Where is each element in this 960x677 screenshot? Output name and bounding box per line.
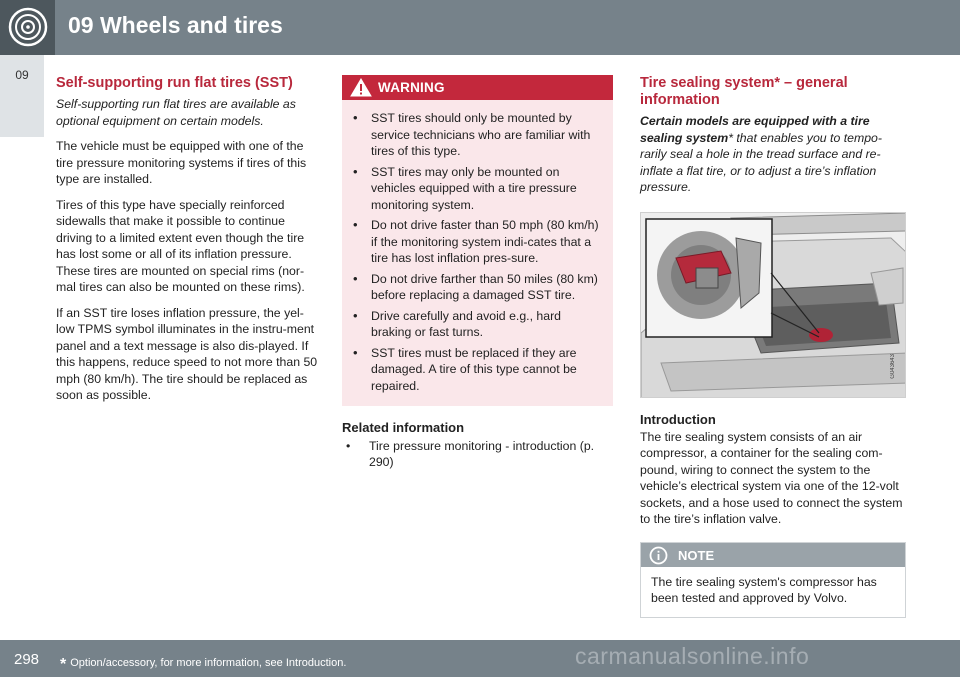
column-tire-sealing bbox=[640, 75, 906, 618]
sst-title: Self-supporting run flat tires (SST) bbox=[56, 75, 293, 91]
related-title: Related information bbox=[342, 420, 465, 435]
trunk-illustration-drawing bbox=[641, 213, 906, 398]
footer-asterisk: * bbox=[60, 656, 67, 673]
trunk-illustration bbox=[640, 212, 906, 398]
page-number: 298 bbox=[14, 651, 40, 668]
header-icon-box bbox=[0, 0, 55, 55]
tire-sealing-lead-rest: * that enables you to tempo-rarily seal a hole in the tread surface and re-inflate a flat tire, or to adjust a tire’s inflation pressure. bbox=[640, 130, 882, 194]
related-link[interactable]: • Tire pressure monitoring - introduction (p. 290) bbox=[342, 438, 613, 470]
sst-paragraph: If an SST tire loses inflation pressure, the yel-low TPMS symbol illuminates in the instru-ment panel and a text message is also dis-played. If this happens, reduce speed to not more than 50 mph (80 km/h). The tire should be replaced as soon as possible. bbox=[56, 305, 318, 402]
tire-sealing-lead-bold: Certain models are equipped with a tire sealing system bbox=[640, 114, 870, 145]
warning-item: • SST tires should only be mounted by service technicians who are familiar with tires of this type. bbox=[352, 110, 603, 160]
note-box bbox=[640, 542, 906, 618]
warning-item: • Do not drive faster than 50 mph (80 km/h) if the monitoring system indi-cates that a tire has lost inflation pres-sure. bbox=[352, 217, 603, 267]
note-title: NOTE bbox=[678, 547, 715, 563]
introduction-text: The tire sealing system consists of an air compressor, a container for the sealing com-pound, wiring to connect the system to the vehicle’s electrical system via one of the 12-volt sockets, and a hose used to connect the system to the tire’s inflation valve. bbox=[640, 429, 903, 526]
warning-header bbox=[342, 75, 613, 100]
column-sst bbox=[56, 75, 322, 404]
warning-item: • SST tires may only be mounted on vehicles equipped with a tire pressure monitoring system. bbox=[352, 164, 603, 214]
chapter-tab-label: 09 bbox=[15, 68, 29, 82]
related-list bbox=[342, 438, 613, 470]
watermark: carmanualsonline.info bbox=[575, 643, 810, 669]
figure-code: G043643 bbox=[890, 353, 896, 379]
note-text: The tire sealing system's compressor has been tested and approved by Volvo. bbox=[651, 574, 877, 605]
warning-box bbox=[342, 75, 613, 406]
page-footer bbox=[0, 640, 960, 677]
chapter-tab bbox=[0, 55, 44, 137]
warning-item: • Drive carefully and avoid e.g., hard braking or fast turns. bbox=[352, 308, 603, 341]
introduction-title: Introduction bbox=[640, 411, 716, 427]
warning-list bbox=[342, 100, 613, 406]
page-header bbox=[0, 0, 960, 55]
page-title: 09 Wheels and tires bbox=[68, 12, 283, 38]
tire-sealing-title: Tire sealing system* – general information bbox=[640, 75, 848, 108]
sst-paragraph: Tires of this type have specially reinforced sidewalls that make it possible to continue driving to a limited extent even though the tire has lost some or all of its inflation pressure. These tires are mounted on special rims (nor-mal tires can also be mounted on these rims). bbox=[56, 197, 305, 294]
footer-note bbox=[60, 653, 346, 671]
warning-item: • SST tires must be replaced if they are damaged. A tire of this type cannot be repaired. bbox=[352, 345, 603, 395]
note-header bbox=[641, 543, 905, 567]
footer-note-text: Option/accessory, for more information, see Introduction. bbox=[70, 657, 347, 669]
warning-triangle-icon bbox=[350, 78, 372, 97]
sst-lead: Self-supporting run flat tires are available as optional equipment on certain models. bbox=[56, 97, 296, 128]
info-circle-icon bbox=[649, 546, 668, 565]
sst-paragraph: The vehicle must be equipped with one of the tire pressure monitoring systems if tires of this type are installed. bbox=[56, 139, 307, 186]
column-warning bbox=[342, 75, 613, 470]
warning-title: WARNING bbox=[378, 80, 445, 95]
tire-sealing-lead bbox=[640, 113, 906, 196]
related-information bbox=[342, 420, 613, 470]
warning-item: • Do not drive farther than 50 miles (80 km) before replacing a damaged SST tire. bbox=[352, 271, 603, 304]
tire-icon bbox=[8, 7, 48, 47]
